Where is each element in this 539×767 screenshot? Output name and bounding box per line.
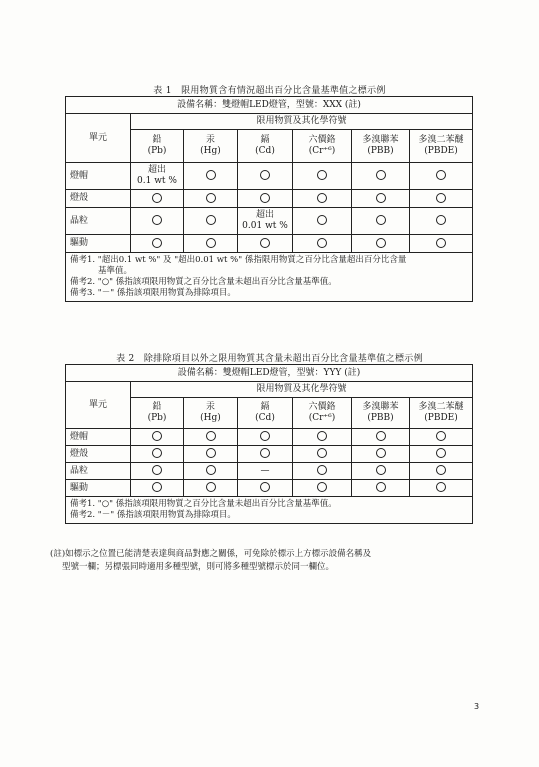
column-name: 汞 [205,135,215,145]
circle-mark-icon [260,482,270,492]
table2-row-cap [66,429,473,446]
cell-within-limit [293,446,352,463]
cell-within-limit [293,235,352,253]
table1-notes [66,253,473,302]
circle-mark-icon [260,170,270,180]
cell-within-limit [352,446,410,463]
column-name: 鎘 [260,402,270,412]
unit-label: 燈帽 [66,163,131,190]
cell-within-limit [410,208,473,235]
cell-exceeds-limit [131,163,184,190]
column-header [184,398,238,429]
column-header [238,398,293,429]
unit-label: 驅動 [66,480,131,497]
cell-within-limit [131,235,184,253]
cell-within-limit [184,190,238,208]
circle-mark-icon [317,482,327,492]
column-name: 多溴二苯醚 [418,135,464,145]
table1-device-row: 設備名稱：雙燈帽LED燈管，型號：XXX (註) [66,97,473,114]
unit-label: 驅動 [66,235,131,253]
circle-mark-icon [206,482,216,492]
column-symbol: (Hg) [200,413,221,423]
cell-within-limit [293,208,352,235]
column-symbol: (PBB) [367,413,394,423]
cell-within-limit [131,208,184,235]
cell-within-limit [352,463,410,480]
unit-label: 晶粒 [66,463,131,480]
table1-unit-header: 單元 [66,114,131,163]
table1-row-chip [66,208,473,235]
circle-mark-icon [436,482,446,492]
cell-within-limit [238,235,293,253]
circle-mark-icon [317,170,327,180]
column-header [352,398,410,429]
column-symbol: (PBB) [367,146,394,156]
cell-within-limit [184,163,238,190]
circle-mark-icon [317,193,327,203]
column-header [131,398,184,429]
column-header [238,130,293,163]
column-name: 鉛 [152,402,162,412]
cell-within-limit [131,463,184,480]
circle-mark-icon [260,193,270,203]
page-number: 3 [474,702,480,711]
unit-label: 晶粒 [66,208,131,235]
cell-exceeds-limit [238,208,293,235]
circle-mark-icon [206,170,216,180]
column-header [131,130,184,163]
column-header [293,130,352,163]
cell-within-limit [131,190,184,208]
cell-within-limit [410,190,473,208]
cell-within-limit [238,163,293,190]
circle-mark-icon [376,448,386,458]
cell-within-limit [293,480,352,497]
column-symbol: (PBDE) [424,413,458,423]
table2-group-header: 限用物質及其化學符號 [131,382,473,398]
table1-row-driver [66,235,473,253]
cell-within-limit [293,163,352,190]
cell-within-limit [410,463,473,480]
circle-mark-icon [206,238,216,248]
cell-within-limit [184,463,238,480]
footnote-line-1: (註)如標示之位置已能清楚表達與商品對應之關係，可免除於標示上方標示設備名稱及 [50,549,372,559]
table1-row-cap [66,163,473,190]
cell-within-limit [184,208,238,235]
circle-mark-icon [206,193,216,203]
circle-mark-icon [376,482,386,492]
cell-within-limit [352,235,410,253]
circle-mark-icon [152,482,162,492]
column-name: 多溴二苯醚 [418,402,464,412]
table2-row-driver [66,480,473,497]
circle-mark-icon [206,465,216,475]
circle-mark-icon [376,238,386,248]
cell-within-limit [184,480,238,497]
table2-note-1: 備考1. "○" 係指該項限用物質之百分比含量未超出百分比含量基準值。 [70,499,337,509]
column-header [410,130,473,163]
cell-within-limit [238,480,293,497]
cell-within-limit [410,480,473,497]
table1-note-2: 備考2. "○" 係指該項限用物質之百分比含量未超出百分比含量基準值。 [70,277,337,287]
circle-mark-icon [152,431,162,441]
table2-notes [66,497,473,524]
cell-within-limit [352,480,410,497]
table2-row-shell [66,446,473,463]
cell-within-limit [352,208,410,235]
table2-unit-header: 單元 [66,382,131,429]
circle-mark-icon [376,465,386,475]
cell-within-limit [184,235,238,253]
circle-mark-icon [317,215,327,225]
circle-mark-icon [436,448,446,458]
circle-mark-icon [376,193,386,203]
table1-note-1: 備考1. "超出0.1 wt %" 及 "超出0.01 wt %" 係指限用物質之百分比含量超出百分比含量 [70,255,407,265]
exceeds-threshold: 0.1 wt % [137,176,177,186]
column-name: 六價鉻 [308,135,336,145]
column-header [352,130,410,163]
column-symbol: (Cr⁺⁶) [308,146,336,156]
cell-exempt: — [238,463,293,480]
circle-mark-icon [436,465,446,475]
circle-mark-icon [436,170,446,180]
table1-group-header: 限用物質及其化學符號 [131,114,473,130]
circle-mark-icon [206,215,216,225]
column-symbol: (Pb) [147,413,167,423]
circle-mark-icon [436,431,446,441]
table2-note-2: 備考2. "－" 係指該項限用物質為排除項目。 [70,510,236,520]
circle-mark-icon [436,193,446,203]
exceeds-threshold: 0.01 wt % [242,221,288,231]
cell-within-limit [184,446,238,463]
unit-label: 燈殼 [66,190,131,208]
cell-within-limit [410,163,473,190]
circle-mark-icon [260,448,270,458]
cell-within-limit [184,429,238,446]
column-symbol: (Cd) [255,413,275,423]
cell-within-limit [293,429,352,446]
cell-within-limit [410,446,473,463]
cell-within-limit [352,163,410,190]
circle-mark-icon [376,170,386,180]
circle-mark-icon [317,448,327,458]
circle-mark-icon [206,431,216,441]
column-symbol: (Cr⁺⁶) [308,413,336,423]
column-name: 多溴聯苯 [362,402,399,412]
table1-row-shell [66,190,473,208]
column-symbol: (Cd) [255,146,275,156]
column-name: 六價鉻 [308,402,336,412]
circle-mark-icon [376,215,386,225]
footnote [50,548,490,574]
column-symbol: (Pb) [147,146,167,156]
table2-row-chip [66,463,473,480]
circle-mark-icon [317,238,327,248]
cell-within-limit [131,446,184,463]
cell-within-limit [238,190,293,208]
circle-mark-icon [260,431,270,441]
cell-within-limit [131,480,184,497]
column-name: 鉛 [152,135,162,145]
circle-mark-icon [436,238,446,248]
column-symbol: (Hg) [200,146,221,156]
circle-mark-icon [317,431,327,441]
circle-mark-icon [152,448,162,458]
column-header [184,130,238,163]
table1-note-3: 備考3. "－" 係指該項限用物質為排除項目。 [70,288,236,298]
cell-within-limit [238,446,293,463]
table2-device-row: 設備名稱：雙燈帽LED燈管，型號：YYY (註) [66,365,473,382]
column-name: 汞 [205,402,215,412]
column-name: 多溴聯苯 [362,135,399,145]
exceeds-label: 超出 [147,165,166,175]
circle-mark-icon [152,238,162,248]
table1-caption: 表 1 限用物質含有情況超出百分比含量基準值之標示例 [153,86,386,96]
column-header [293,398,352,429]
footnote-line-2: 型號一欄；另標張同時適用多種型號，則可將多種型號標示於同一欄位。 [62,562,335,572]
cell-within-limit [238,429,293,446]
circle-mark-icon [317,465,327,475]
cell-within-limit [293,190,352,208]
circle-mark-icon [260,238,270,248]
cell-within-limit [293,463,352,480]
table2-caption: 表 2 除排除項目以外之限用物質其含量未超出百分比含量基準值之標示例 [116,354,423,364]
table2 [65,364,473,524]
table1 [65,96,473,302]
column-name: 鎘 [260,135,270,145]
cell-within-limit [410,235,473,253]
circle-mark-icon [152,465,162,475]
unit-label: 燈帽 [66,429,131,446]
cell-within-limit [410,429,473,446]
table1-note-1-cont: 基準值。 [98,266,133,276]
circle-mark-icon [436,215,446,225]
circle-mark-icon [152,215,162,225]
circle-mark-icon [152,193,162,203]
cell-within-limit [352,429,410,446]
column-symbol: (PBDE) [424,146,458,156]
unit-label: 燈殼 [66,446,131,463]
cell-within-limit [352,190,410,208]
circle-mark-icon [376,431,386,441]
column-header [410,398,473,429]
exceeds-label: 超出 [255,210,274,220]
cell-within-limit [131,429,184,446]
circle-mark-icon [206,448,216,458]
